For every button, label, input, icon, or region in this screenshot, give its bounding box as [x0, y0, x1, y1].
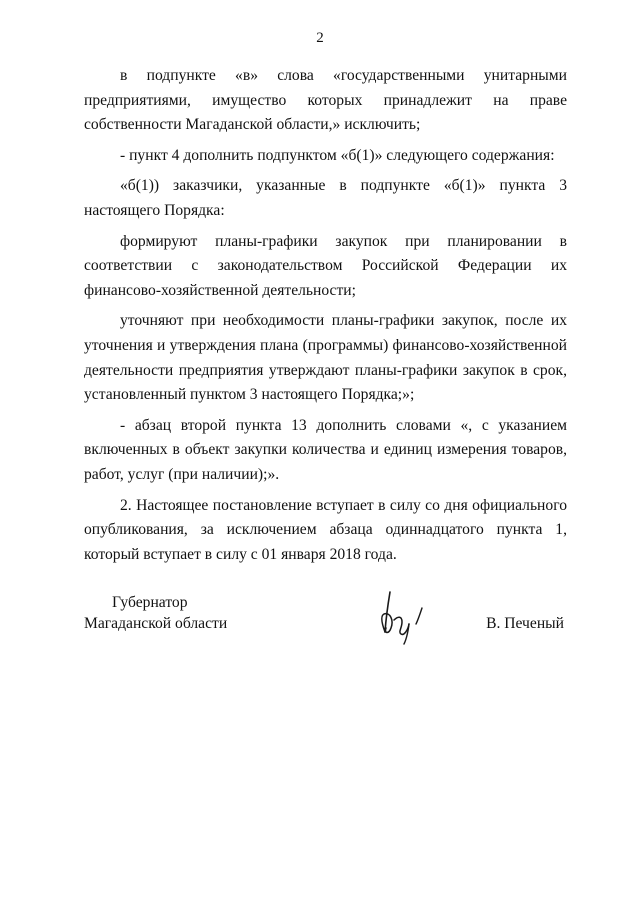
- paragraph-2: - пункт 4 дополнить подпунктом «б(1)» следующего содержания:: [120, 146, 555, 164]
- signatory-name: В. Печеный: [486, 615, 564, 632]
- document-body: [84, 64, 567, 573]
- paragraph-4: формируют планы-графики закупок при планировании в соответствии с законодательством Российской Федерации их финансово-хозяйственной деятельности;: [84, 232, 567, 299]
- paragraph-1: в подпункте «в» слова «государственными унитарными предприятиями, имущество которых принадлежит на праве собственности Магаданской области,» исключить;: [84, 67, 567, 134]
- paragraph-7: 2. Настоящее постановление вступает в силу со дня официального опубликования, за исключением абзаца одиннадцатого пункта 1, который вступает в силу с 01 января 2018 года.: [84, 496, 567, 563]
- signatory-title-line1: Губернатор: [112, 594, 188, 611]
- page-number: 2: [316, 30, 324, 46]
- paragraph-3: «б(1)) заказчики, указанные в подпункте «б(1)» пункта 3 настоящего Порядка:: [84, 177, 567, 219]
- signatory-title: [84, 592, 227, 634]
- paragraph-5: уточняют при необходимости планы-графики закупок, после их уточнения и утверждения плана (программы) финансово-хозяйственной деятельности предприятия утверждают планы-графики закупок в срок, установленный пунктом 3 настоящего Порядка;»;: [84, 312, 567, 404]
- paragraph-6: - абзац второй пункта 13 дополнить словами «, с указанием включенных в объект закупки количества и единиц измерения товаров, работ, услуг (при наличии);».: [84, 416, 567, 483]
- signatory-title-line2: Магаданской области: [84, 615, 228, 632]
- handwritten-signature: [372, 586, 442, 646]
